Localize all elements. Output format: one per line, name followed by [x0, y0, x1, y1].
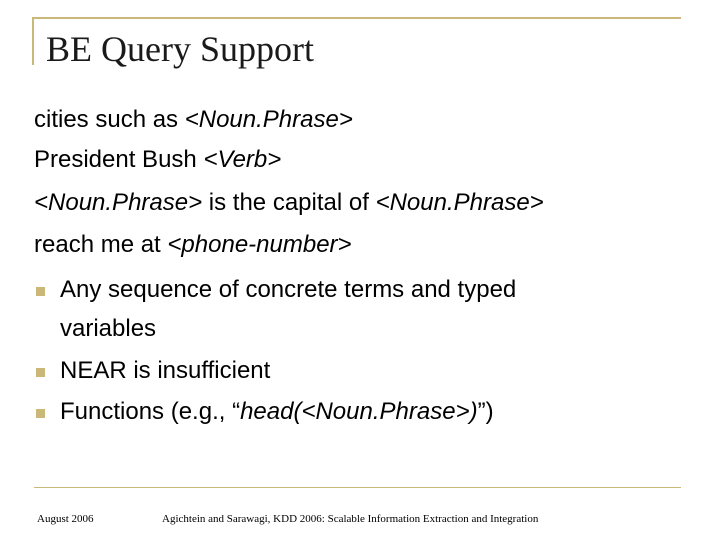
query-line-3-type-2: <Noun.Phrase> [375, 189, 544, 216]
query-line-3-type-1: <Noun.Phrase> [34, 189, 203, 216]
query-line-4-type: <phone-number> [167, 231, 352, 258]
query-line-1-type: <Noun.Phrase> [184, 106, 353, 133]
slide-title: BE Query Support [46, 29, 314, 69]
query-line-3-plain: is the capital of [202, 189, 376, 216]
bullet-marker-3 [36, 409, 45, 418]
query-line-1 [34, 106, 353, 134]
bullet-marker-2 [36, 368, 45, 377]
bullet-3-function: head(<Noun.Phrase>) [240, 398, 478, 425]
query-line-2-plain: President Bush [34, 146, 204, 173]
bullet-2-text: NEAR is insufficient [60, 357, 271, 384]
footer-rule [34, 487, 681, 488]
bullet-3-suffix: ”) [477, 398, 494, 425]
bullet-marker-1 [36, 287, 45, 296]
left-decorative-rule [32, 17, 34, 65]
query-line-3 [34, 189, 544, 217]
top-decorative-rule [34, 17, 681, 19]
bullet-1-line-2: variables [60, 315, 157, 342]
query-line-4 [34, 231, 352, 259]
query-line-4-plain: reach me at [34, 231, 168, 258]
query-line-2 [34, 146, 281, 174]
bullet-3-prefix: Functions (e.g., “ [60, 398, 241, 425]
bullet-1-line-1: Any sequence of concrete terms and typed [60, 276, 517, 303]
footer-date: August 2006 [37, 513, 94, 525]
bullet-3-text [60, 398, 494, 426]
query-line-1-plain: cities such as [34, 106, 185, 133]
query-line-2-type: <Verb> [203, 146, 282, 173]
footer-citation: Agichtein and Sarawagi, KDD 2006: Scalable Information Extraction and Integration [162, 513, 539, 525]
